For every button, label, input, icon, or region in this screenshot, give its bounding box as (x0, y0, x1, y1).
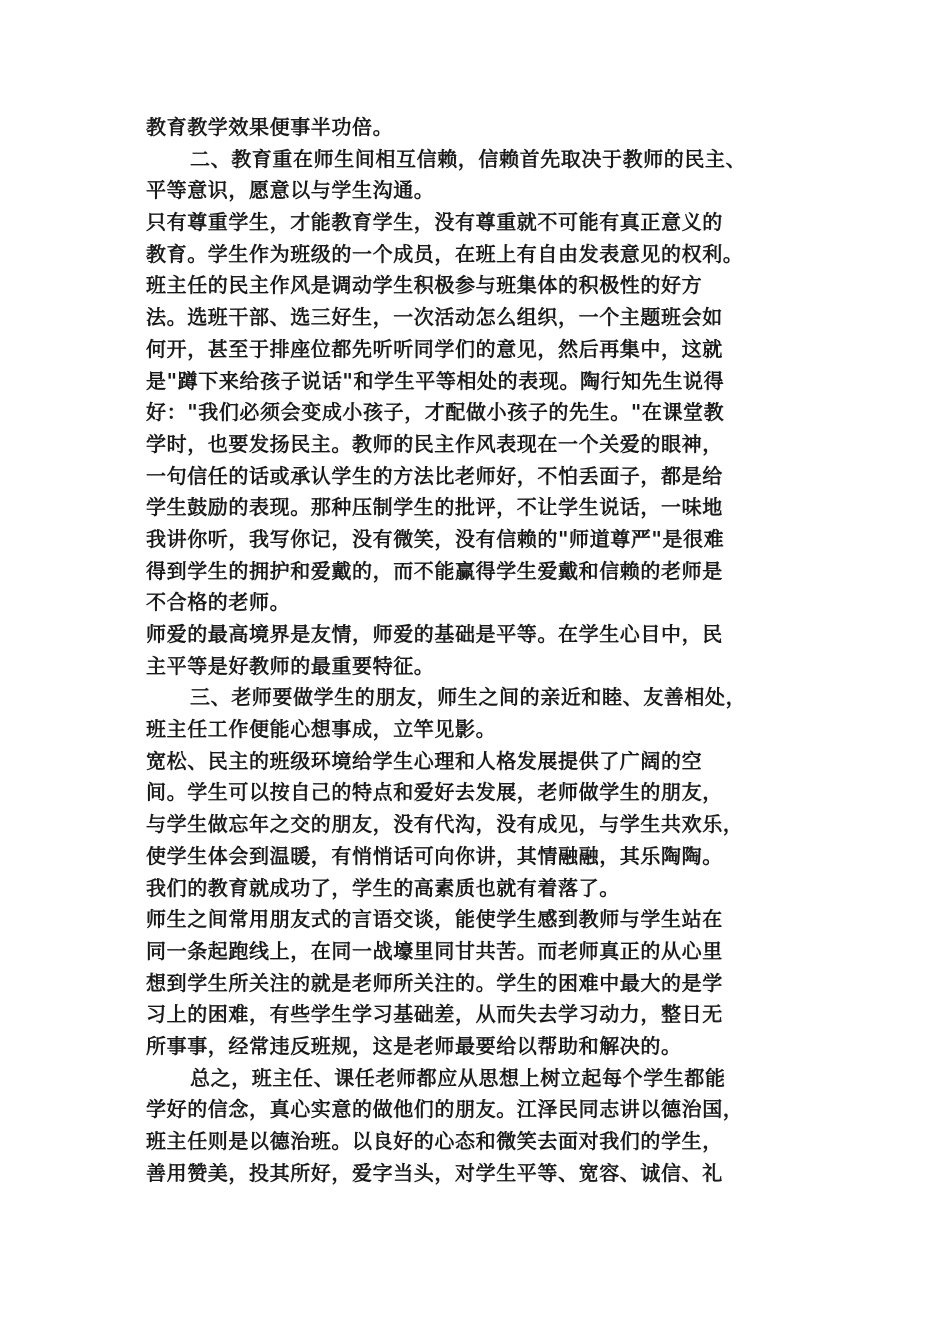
text-line: 只有尊重学生，才能教育学生，没有尊重就不可能有真正意义的 (146, 210, 723, 235)
text-line: 主平等是好教师的最重要特征。 (146, 653, 435, 678)
text-line: 习上的困难，有些学生学习基础差，从而失去学习动力，整日无 (146, 1002, 723, 1027)
text-line: 同一条起跑线上，在同一战壕里同甘共苦。而老师真正的从心里 (146, 938, 723, 963)
text-line: 总之，班主任、课任老师都应从思想上树立起每个学生都能 (190, 1065, 726, 1090)
document-body (146, 112, 826, 1189)
text-line: 我讲你听，我写你记，没有微笑，没有信赖的"师道尊严"是很难 (146, 526, 725, 551)
text-line: 不合格的老师。 (146, 590, 291, 615)
text-line: 得到学生的拥护和爱戴的，而不能赢得学生爱戴和信赖的老师是 (146, 558, 723, 583)
text-line: 二、教育重在师生间相互信赖，信赖首先取决于教师的民主、 (190, 146, 747, 171)
text-line: 宽松、民主的班级环境给学生心理和人格发展提供了广阔的空 (146, 748, 703, 773)
text-line: 善用赞美，投其所好，爱字当头，对学生平等、宽容、诚信、礼 (146, 1160, 723, 1185)
text-line: 我们的教育就成功了，学生的高素质也就有着落了。 (146, 875, 620, 900)
text-line: 好："我们必须会变成小孩子，才配做小孩子的先生。"在课堂教 (146, 400, 725, 425)
text-line: 师生之间常用朋友式的言语交谈，能使学生感到教师与学生站在 (146, 907, 723, 932)
text-line: 想到学生所关注的就是老师所关注的。学生的困难中最大的是学 (146, 970, 723, 995)
text-line: 师爱的最高境界是友情，师爱的基础是平等。在学生心目中，民 (146, 622, 723, 646)
text-line: 使学生体会到温暖，有悄悄话可向你讲，其情融融，其乐陶陶。 (146, 843, 723, 868)
text-line: 三、老师要做学生的朋友，师生之间的亲近和睦、友善相处， (190, 685, 747, 710)
text-line: 教育教学效果便事半功倍。 (146, 115, 394, 139)
text-line: 学生鼓励的表现。那种压制学生的批评，不让学生说话，一味地 (146, 495, 723, 520)
text-line: 班主任工作便能心想事成，立竿见影。 (146, 717, 497, 742)
text-line: 学好的信念，真心实意的做他们的朋友。江泽民同志讲以德治国， (146, 1097, 744, 1122)
text-line: 班主任则是以德治班。以良好的心态和微笑去面对我们的学生， (146, 1129, 723, 1153)
text-line: 与学生做忘年之交的朋友，没有代沟，没有成见，与学生共欢乐， (146, 812, 744, 837)
text-line: 所事事，经常违反班规，这是老师最要给以帮助和解决的。 (146, 1033, 682, 1058)
text-line: 何开，甚至于排座位都先听听同学们的意见，然后再集中，这就 (146, 336, 723, 361)
text-line: 法。选班干部、选三好生，一次活动怎么组织，一个主题班会如 (146, 305, 723, 330)
text-line: 班主任的民主作风是调动学生积极参与班集体的积极性的好方 (146, 273, 703, 298)
text-line: 学时，也要发扬民主。教师的民主作风表现在一个关爱的眼神， (146, 431, 723, 456)
text-line: 间。学生可以按自己的特点和爱好去发展，老师做学生的朋友， (146, 780, 723, 805)
text-line: 教育。学生作为班级的一个成员，在班上有自由发表意见的权利。 (146, 241, 744, 266)
text-line: 是"蹲下来给孩子说话"和学生平等相处的表现。陶行知先生说得 (146, 368, 725, 393)
text-line: 一句信任的话或承认学生的方法比老师好，不怕丢面子，都是给 (146, 463, 723, 488)
text-line: 平等意识，愿意以与学生沟通。 (146, 178, 435, 203)
